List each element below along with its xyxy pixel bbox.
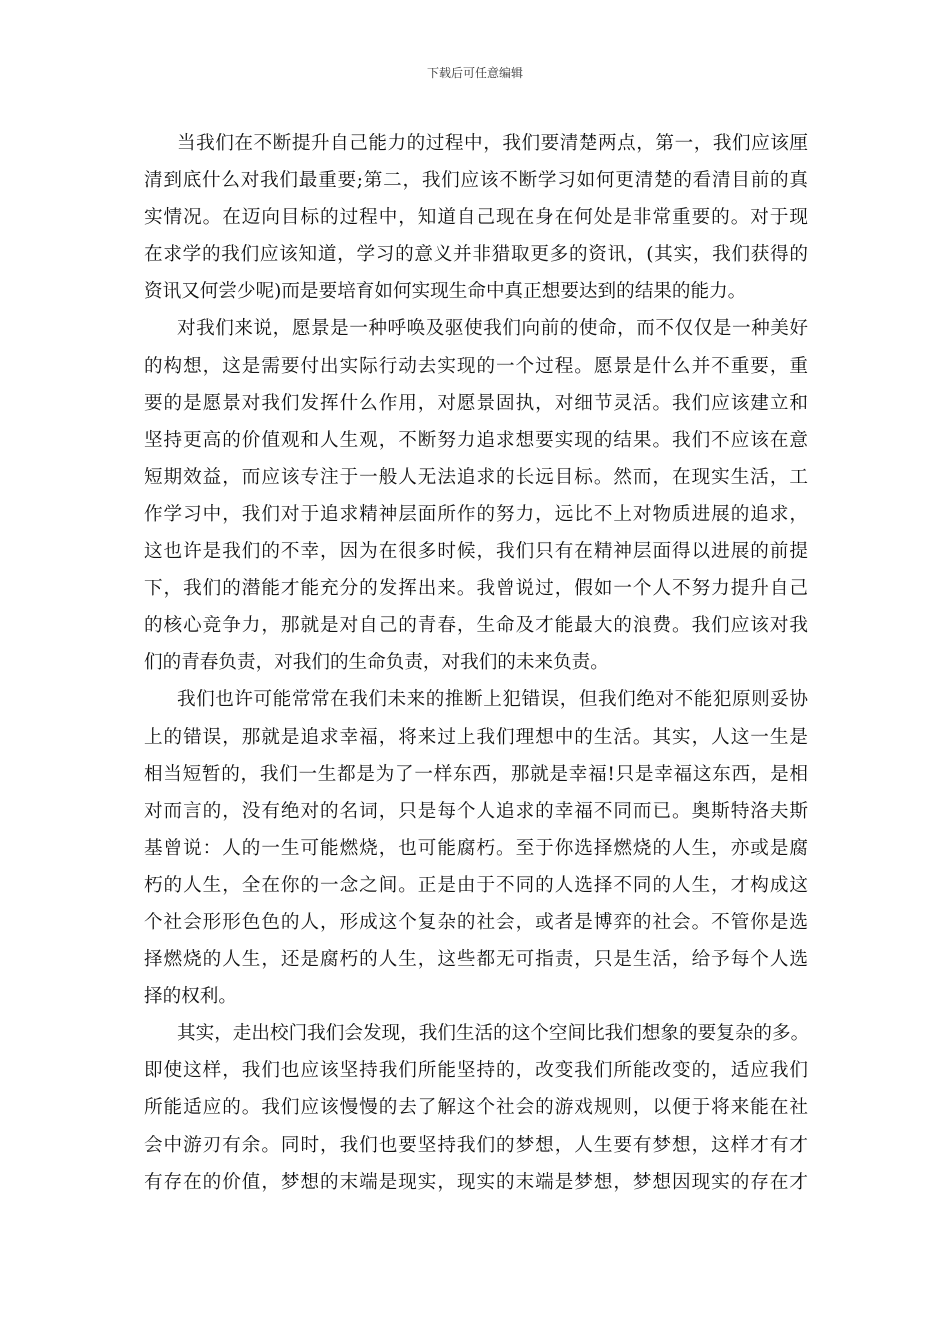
text-line: 要的是愿景对我们发挥什么作用，对愿景固执，对细节灵活。我们应该建立和	[144, 392, 808, 414]
paragraph	[144, 681, 808, 1015]
paragraph	[144, 1015, 808, 1200]
text-line: 有存在的价值，梦想的末端是现实，现实的末端是梦想，梦想因现实的存在才	[144, 1171, 808, 1193]
text-line: 实情况。在迈向目标的过程中，知道自己现在身在何处是非常重要的。对于现	[144, 207, 808, 229]
text-line: 基曾说：人的一生可能燃烧，也可能腐朽。至于你选择燃烧的人生，亦或是腐	[144, 837, 808, 859]
text-line: 这也许是我们的不幸，因为在很多时候，我们只有在精神层面得以进展的前提	[144, 541, 808, 563]
text-line: 在求学的我们应该知道，学习的意义并非猎取更多的资讯，(其实，我们获得的	[144, 244, 808, 266]
text-line: 择的权利。	[144, 986, 237, 1008]
text-line: 对而言的，没有绝对的名词，只是每个人追求的幸福不同而已。奥斯特洛夫斯	[144, 800, 808, 822]
text-line: 坚持更高的价值观和人生观，不断努力追求想要实现的结果。我们不应该在意	[144, 429, 808, 451]
text-line: 择燃烧的人生，还是腐朽的人生，这些都无可指责，只是生活，给予每个人选	[144, 949, 808, 971]
paragraph	[144, 310, 808, 681]
text-line: 当我们在不断提升自己能力的过程中，我们要清楚两点，第一，我们应该厘	[177, 133, 808, 154]
paragraph	[144, 125, 808, 310]
text-line: 所能适应的。我们应该慢慢的去了解这个社会的游戏规则，以便于将来能在社	[144, 1097, 808, 1119]
text-line: 对我们来说，愿景是一种呼唤及驱使我们向前的使命，而不仅仅是一种美好	[177, 318, 808, 340]
text-line: 我们也许可能常常在我们未来的推断上犯错误，但我们绝对不能犯原则妥协	[177, 689, 808, 711]
text-line: 们的青春负责，对我们的生命负责，对我们的未来负责。	[144, 652, 609, 674]
text-line: 相当短暂的，我们一生都是为了一样东西，那就是幸福!只是幸福这东西，是相	[144, 763, 808, 785]
page-header: 下载后可任意编辑	[426, 66, 523, 80]
text-line: 会中游刃有余。同时，我们也要坚持我们的梦想，人生要有梦想，这样才有才	[144, 1134, 808, 1156]
text-line: 其实，走出校门我们会发现，我们生活的这个空间比我们想象的要复杂的多。	[177, 1023, 810, 1045]
text-line: 资讯又何尝少呢)而是要培育如何实现生命中真正想要达到的结果的能力。	[144, 281, 747, 303]
text-line: 个社会形形色色的人，形成这个复杂的社会，或者是博弈的社会。不管你是选	[144, 911, 808, 933]
text-line: 清到底什么对我们最重要;第二，我们应该不断学习如何更清楚的看清目前的真	[144, 170, 808, 192]
text-line: 的构想，这是需要付出实际行动去实现的一个过程。愿景是什么并不重要，重	[144, 355, 808, 377]
text-line: 短期效益，而应该专注于一般人无法追求的长远目标。然而，在现实生活，工	[144, 466, 808, 488]
text-line: 作学习中，我们对于追求精神层面所作的努力，远比不上对物质进展的追求，	[144, 503, 808, 525]
text-line: 的核心竞争力，那就是对自己的青春，生命及才能最大的浪费。我们应该对我	[144, 615, 808, 637]
document-body	[144, 125, 808, 1201]
text-line: 朽的人生，全在你的一念之间。正是由于不同的人选择不同的人生，才构成这	[144, 874, 808, 896]
text-line: 即使这样，我们也应该坚持我们所能坚持的，改变我们所能改变的，适应我们	[144, 1060, 808, 1082]
text-line: 上的错误，那就是追求幸福，将来过上我们理想中的生活。其实，人这一生是	[144, 726, 808, 748]
text-line: 下，我们的潜能才能充分的发挥出来。我曾说过，假如一个人不努力提升自己	[144, 578, 808, 600]
